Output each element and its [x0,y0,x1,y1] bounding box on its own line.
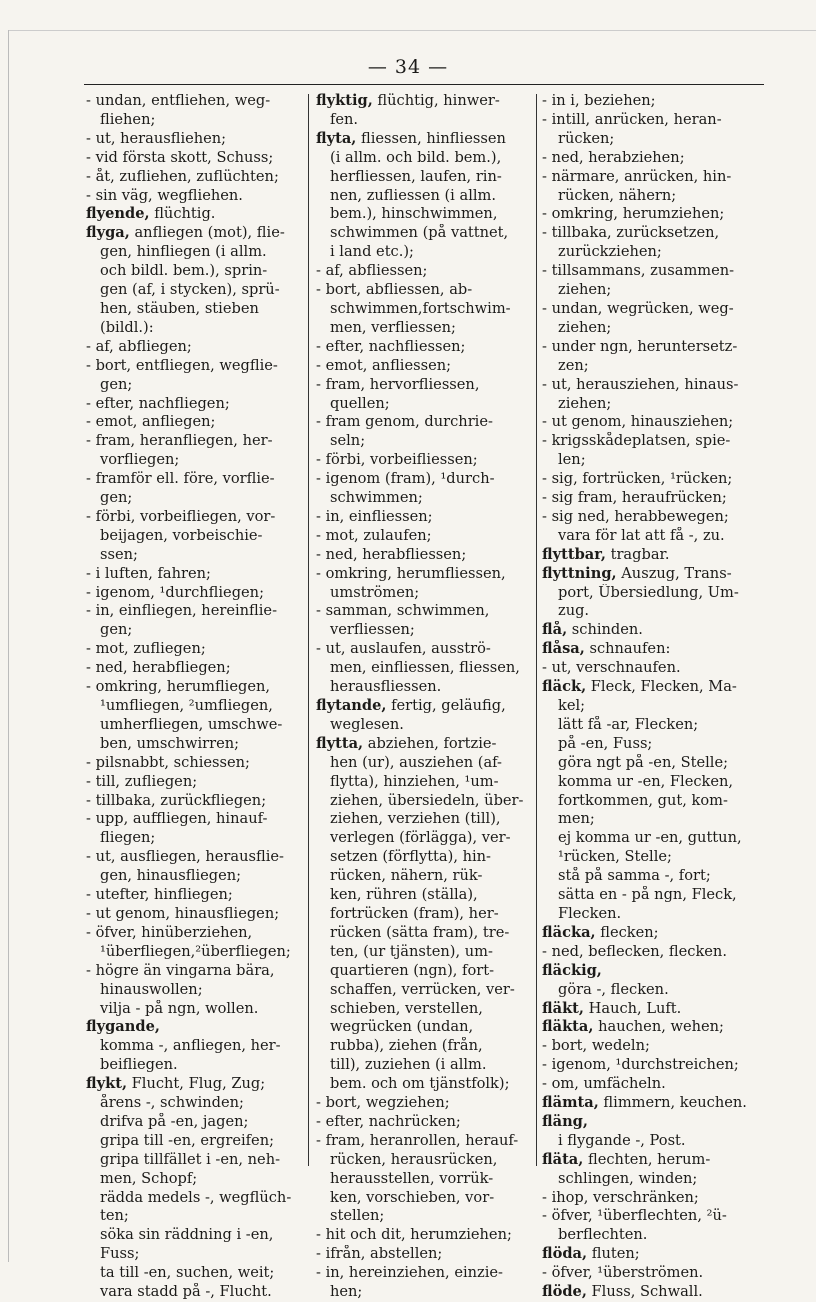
entry-line: - ut, herausziehen, hinaus- [542,375,739,393]
continuation-line: schieben, verstellen, [330,999,483,1017]
continuation-line: göra ngt på -en, Stelle; [558,753,729,771]
headword-line: flämta, flimmern, keuchen. [542,1094,747,1112]
column-divider-2 [536,94,537,1166]
entry-line: - samman, schwimmen, [316,602,490,620]
headword-line: flytande, fertig, geläufig, [316,697,506,714]
entry-line: - af, abfliegen; [86,337,192,355]
continuation-line: herausstellen, vorrük- [330,1169,494,1187]
entry-line: - ut genom, hinausziehen; [542,413,734,431]
continuation-line: nen, zufliessen (i allm. [330,186,497,204]
header-rule [84,84,764,85]
headword: flyttning, [542,564,617,582]
headword-line: flykt, Flucht, Flug, Zug; [86,1075,266,1093]
entry-line: - sig ned, herabbewegen; [542,507,729,525]
headword: flyttbar, [542,545,606,563]
continuation-line: ziehen; [558,394,612,412]
entry-line: - fram, hervorfliessen, [316,375,480,393]
continuation-line: rücken, nähern; [558,186,677,204]
continuation-line: ziehen; [558,281,612,299]
headword: flöda, [542,1245,588,1263]
continuation-line: len; [558,451,586,469]
continuation-line: rücken, nähern, rük- [330,867,483,885]
continuation-line: ssen; [100,545,138,563]
entry-line: - närmare, anrücken, hin- [542,167,732,185]
headword-line: flytta, abziehen, fortzie- [316,734,497,752]
entry-line: - fram, heranfliegen, her- [86,432,273,450]
entry-line: - ut, verschnaufen. [542,659,681,677]
entry-line: - bort, wedeln; [542,1037,650,1055]
continuation-line: fen. [330,110,359,128]
continuation-line: schwimmen,fortschwim- [330,299,511,317]
entry-line: - vid första skott, Schuss; [86,148,274,166]
entry-line: - in i, beziehen; [542,92,656,109]
entry-line: - efter, nachrücken; [316,1112,461,1130]
column-1 [86,92,304,1302]
column-divider-1 [308,94,309,1166]
continuation-line: fortkommen, gut, kom- [558,791,728,809]
continuation-line: schlingen, winden; [558,1169,698,1187]
entry-line: - öfver, hinüberziehen, [86,923,253,941]
headword-line: fläkta, hauchen, wehen; [542,1018,724,1036]
headword: flyga, [86,224,130,242]
page-number: — 34 — [367,56,449,78]
entry-line: - mot, zufliegen; [86,640,206,658]
continuation-line: ten, (ur tjänsten), um- [330,942,493,960]
continuation-line: gen, hinausfliegen; [100,867,242,885]
entry-line: - ifrån, abstellen; [316,1245,443,1263]
scan-edge-left [8,30,9,1262]
entry-line: - af, abfliessen; [316,262,428,280]
continuation-line: gen; [100,375,133,393]
continuation-line: schaffen, verrücken, ver- [330,980,515,998]
continuation-line: verfliessen; [330,621,415,639]
headword-line: flyttbar, tragbar. [542,545,670,563]
entry-line: - undan, wegrücken, weg- [542,299,734,317]
continuation-line: ¹umfliegen, ²umfliegen, [100,697,273,714]
entry-line: - krigsskådeplatsen, spie- [542,432,731,450]
continuation-line: stå på samma -, fort; [558,867,711,885]
continuation-line: zug. [558,602,590,620]
continuation-line: port, Übersiedlung, Um- [558,583,739,601]
headword: flyta, [316,129,357,147]
entry-line: - igenom, ¹durchfliegen; [86,583,264,601]
headword-line: flå, schinden. [542,621,643,639]
continuation-line: till), zuziehen (i allm. [330,1056,487,1074]
entry-line: - in, einfliessen; [316,507,433,525]
entry-line: - in, einfliegen, hereinflie- [86,602,277,620]
entry-line: - ned, herabfliegen; [86,659,231,677]
scan-edge-top [8,30,816,31]
continuation-line: hinauswollen; [100,980,203,998]
headword-line [86,1018,304,1037]
continuation-line: setzen (förflytta), hin- [330,848,491,866]
continuation-line: beifliegen. [100,1056,178,1074]
headword: flygande, [86,1018,160,1036]
headword-line: flyttning, Auszug, Trans- [542,564,732,582]
headword: fläckig, [542,961,602,979]
entry-line: - upp, auffliegen, hinauf- [86,810,268,828]
headword: fläcka, [542,923,596,941]
continuation-line: ziehen, übersiedeln, über- [330,791,524,809]
entry-line: - i luften, fahren; [86,564,211,582]
continuation-line: ¹überfliegen,²überfliegen; [100,942,291,960]
entry-line: - sig fram, heraufrücken; [542,489,727,507]
entry-line: - bort, abfliessen, ab- [316,281,473,299]
headword-line: fläkt, Hauch, Luft. [542,999,682,1017]
continuation-line: komma ur -en, Flecken, [558,772,734,790]
continuation-line: ken, vorschieben, vor- [330,1188,495,1206]
continuation-line: kel; [558,697,586,714]
entry-line: - högre än vingarna bära, [86,961,275,979]
headword-line: flöda, fluten; [542,1245,640,1263]
continuation-line: herfliessen, laufen, rin- [330,167,502,185]
continuation-line: Fuss; [100,1245,140,1263]
continuation-line: gen; [100,489,133,507]
continuation-line: hen, stäuben, stieben [100,299,259,317]
entry-line: - till, zufliegen; [86,772,198,790]
continuation-line: ken, rühren (ställa), [330,886,478,904]
continuation-line: quartieren (ngn), fort- [330,961,495,979]
continuation-line: men; [558,810,595,828]
continuation-line: ben, umschwirren; [100,734,240,752]
column-2 [316,92,530,1302]
continuation-line: komma -, anfliegen, her- [100,1037,281,1055]
continuation-line: söka sin räddning i -en, [100,1226,274,1244]
entry-line: - utefter, hinfliegen; [86,886,233,904]
continuation-line: stellen; [330,1207,385,1225]
headword: flå, [542,621,568,639]
continuation-line: wegrücken (undan, [330,1018,474,1036]
entry-line: - ihop, verschränken; [542,1188,699,1206]
entry-line: - under ngn, heruntersetz- [542,337,738,355]
column-3 [542,92,766,1302]
entry-line: - tillsammans, zusammen- [542,262,735,280]
continuation-line: rädda medels -, wegflüch- [100,1188,292,1206]
continuation-line: men, Schopf; [100,1169,198,1187]
headword: flytta, [316,734,364,752]
continuation-line: umherfliegen, umschwe- [100,715,283,733]
continuation-line: rücken, herausrücken, [330,1150,498,1168]
entry-line: - sig, fortrücken, ¹rücken; [542,470,733,488]
entry-line: - sin väg, wegfliehen. [86,186,243,204]
entry-line: - öfver, ¹überströmen. [542,1264,704,1282]
headword: flämta, [542,1094,599,1112]
entry-line: - ut, herausfliehen; [86,129,227,147]
continuation-line: ej komma ur -en, guttun, [558,829,742,847]
continuation-line: men, verfliessen; [330,318,456,336]
headword: flyende, [86,205,150,223]
entry-line: - omkring, herumfliessen, [316,564,506,582]
continuation-line: berflechten. [558,1226,648,1244]
continuation-line: fliehen; [100,110,156,128]
continuation-line: gen; [100,621,133,639]
entry-line: - fram, heranrollen, herauf- [316,1131,519,1149]
entry-line: - förbi, vorbeifliegen, vor- [86,507,276,525]
continuation-line: i flygande -, Post. [558,1131,686,1149]
entry-line: - ned, herabziehen; [542,148,685,166]
continuation-line: weglesen. [330,715,404,733]
entry-line: - om, umfächeln. [542,1075,666,1093]
continuation-line: gripa tillfället i -en, neh- [100,1150,281,1168]
headword: flytande, [316,697,387,714]
continuation-line: men, einfliessen, fliessen, [330,659,520,677]
continuation-line: rubba), ziehen (från, [330,1037,483,1055]
entry-line: - förbi, vorbeifliessen; [316,451,478,469]
continuation-line: ziehen; [558,318,612,336]
headword: fläkta, [542,1018,594,1036]
continuation-line: umströmen; [330,583,420,601]
headword-line: flåsa, schnaufen: [542,640,671,658]
continuation-line: schwimmen (på vattnet, [330,224,509,242]
headword-line: flyende, flüchtig. [86,205,216,223]
continuation-line: ziehen, verziehen (till), [330,810,501,828]
entry-line: - tillbaka, zurücksetzen, [542,224,720,242]
continuation-line: quellen; [330,394,390,412]
headword-line: fläcka, flecken; [542,923,659,941]
continuation-line: zen; [558,356,589,374]
continuation-line: rücken; [558,129,615,147]
entry-line: - bort, wegziehen; [316,1094,450,1112]
entry-line: - in, hereinziehen, einzie- [316,1264,503,1282]
continuation-line: (i allm. och bild. bem.), [330,148,502,166]
entry-line: - ut, auslaufen, ausströ- [316,640,491,658]
entry-line: - bort, entfliegen, wegflie- [86,356,278,374]
entry-line: - intill, anrücken, heran- [542,110,722,128]
continuation-line: vilja - på ngn, wollen. [100,999,259,1017]
entry-line: - ned, herabfliessen; [316,545,467,563]
headword-line: flöde, Fluss, Schwall. [542,1283,703,1301]
continuation-line: fortrücken (fram), her- [330,904,499,922]
entry-line: - tillbaka, zurückfliegen; [86,791,267,809]
headword-line: flyta, fliessen, hinfliessen [316,129,506,147]
continuation-line: och bildl. bem.), sprin- [100,262,268,280]
headword: fläkt, [542,999,584,1017]
headword-line [542,962,766,981]
continuation-line: bem. och om tjänstfolk); [330,1075,510,1093]
continuation-line: hen; [330,1283,363,1301]
entry-line: - pilsnabbt, schiessen; [86,753,250,771]
continuation-line: bem.), hinschwimmen, [330,205,498,223]
headword-line [542,1113,766,1132]
entry-line: - omkring, herumziehen; [542,205,725,223]
continuation-line: sätta en - på ngn, Fleck, [558,886,737,904]
headword: flyktig, [316,92,373,109]
headword-line: flyga, anfliegen (mot), flie- [86,224,285,242]
continuation-line: zurückziehen; [558,243,662,261]
continuation-line: drifva på -en, jagen; [100,1112,249,1130]
entry-line: - undan, entfliehen, weg- [86,92,271,109]
continuation-line: seln; [330,432,366,450]
continuation-line: Flecken. [558,904,622,922]
entry-line: - ut, ausfliegen, herausflie- [86,848,284,866]
continuation-line: ta till -en, suchen, weit; [100,1264,275,1282]
entry-line: - igenom, ¹durchstreichen; [542,1056,739,1074]
headword: fläng, [542,1112,588,1130]
entry-line: - efter, nachfliessen; [316,337,466,355]
continuation-line: ¹rücken, Stelle; [558,848,672,866]
headword-line: flyktig, flüchtig, hinwer- [316,92,500,109]
continuation-line: vorfliegen; [100,451,180,469]
continuation-line: på -en, Fuss; [558,734,653,752]
continuation-line: fliegen; [100,829,156,847]
headword: fläta, [542,1150,584,1168]
continuation-line: gen (af, i stycken), sprü- [100,281,280,299]
headword-line: fläck, Fleck, Flecken, Ma- [542,678,737,696]
continuation-line: vara för lat att få -, zu. [558,526,725,544]
continuation-line: gripa till -en, ergreifen; [100,1131,275,1149]
entry-line: - öfver, ¹überflechten, ²ü- [542,1207,727,1225]
headword: flöde, [542,1283,587,1301]
entry-line: - framför ell. före, vorflie- [86,470,275,488]
continuation-line: schwimmen; [330,489,423,507]
continuation-line: ten; [100,1207,129,1225]
continuation-line: rücken (sätta fram), tre- [330,923,510,941]
continuation-line: hen (ur), ausziehen (af- [330,753,502,771]
entry-line: - efter, nachfliegen; [86,394,230,412]
entry-line: - hit och dit, herumziehen; [316,1226,512,1244]
continuation-line: vara stadd på -, Flucht. [100,1283,272,1301]
continuation-line: verlegen (förlägga), ver- [330,829,511,847]
continuation-line: flytta), hinziehen, ¹um- [330,772,499,790]
continuation-line: årens -, schwinden; [100,1094,244,1112]
continuation-line: gen, hinfliegen (i allm. [100,243,267,261]
continuation-line: beijagen, vorbeischie- [100,526,263,544]
continuation-line: (bildl.): [100,318,154,336]
headword: flykt, [86,1075,128,1093]
entry-line: - emot, anfliegen; [86,413,216,431]
continuation-line: herausfliessen. [330,678,442,696]
entry-line: - fram genom, durchrie- [316,413,493,431]
continuation-line: lätt få -ar, Flecken; [558,715,699,733]
entry-line: - emot, anfliessen; [316,356,452,374]
entry-line: - omkring, herumfliegen, [86,678,271,696]
entry-line: - ut genom, hinausfliegen; [86,904,280,922]
headword-line: fläta, flechten, herum- [542,1150,711,1168]
headword: flåsa, [542,640,585,658]
continuation-line: göra -, flecken. [558,980,669,998]
entry-line: - ned, beflecken, flecken. [542,942,727,960]
entry-line: - igenom (fram), ¹durch- [316,470,495,488]
entry-line: - mot, zulaufen; [316,526,432,544]
entry-line: - åt, zufliehen, zuflüchten; [86,167,279,185]
continuation-line: i land etc.); [330,243,414,261]
headword: fläck, [542,678,587,696]
